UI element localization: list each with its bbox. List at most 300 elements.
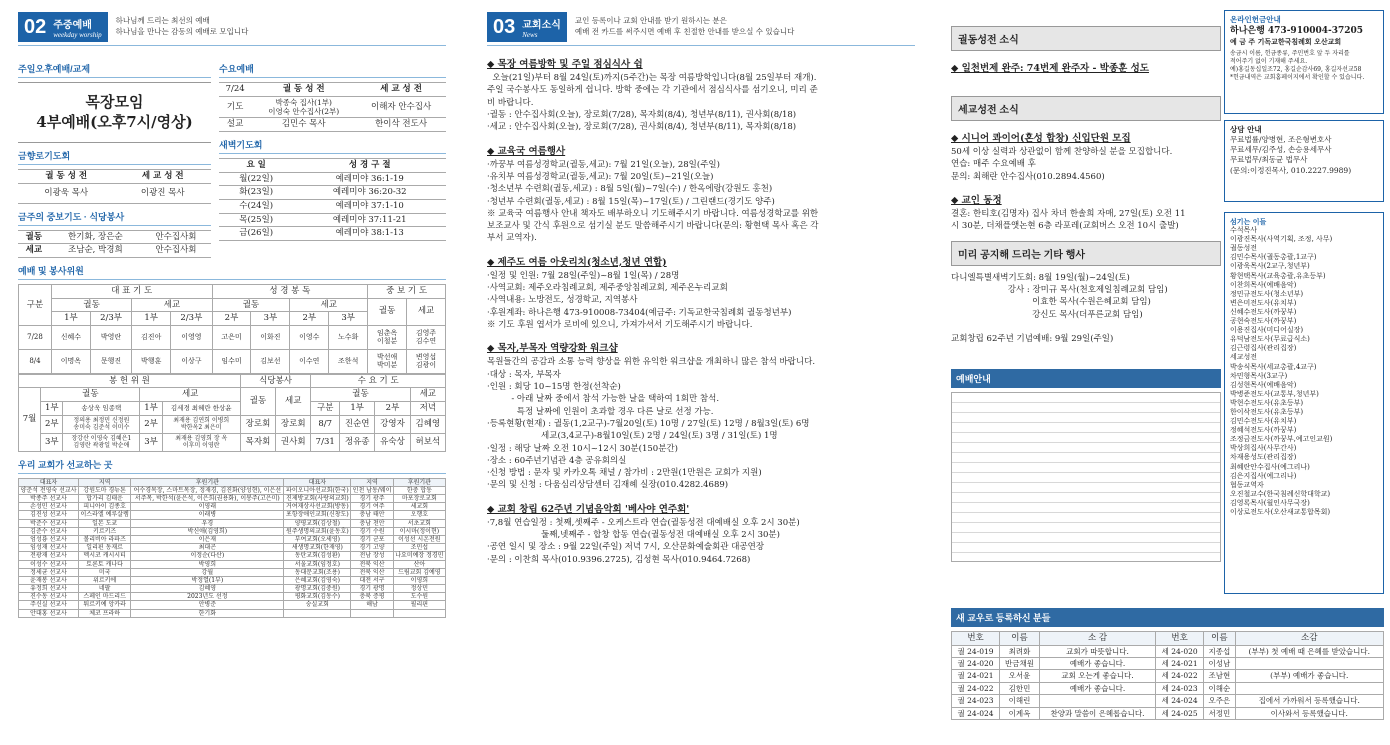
cell: 정의용 최정민 신정원 송미숙 김준석 이미수 <box>63 415 140 433</box>
cell: 예레미야 36:20-32 <box>293 186 446 200</box>
cell: 동대문교회(조용) <box>284 568 351 576</box>
account-holder: 예 금 주 기독교한국침례회 오산교회 <box>1230 37 1342 47</box>
cell: 3부 <box>251 312 290 326</box>
cell: 요 일 <box>219 159 293 173</box>
gw-item: ◆ 일천번제 완주: 74번제 완주자 - 박종훈 성도 <box>951 63 1149 74</box>
counsel-title: 상담 안내 <box>1230 125 1262 134</box>
cell: 손성민 선교사 <box>19 503 79 511</box>
cell: 숭실교회 <box>284 601 351 609</box>
cell: 진순연 <box>340 415 375 433</box>
cell: 전남 장성 <box>351 552 393 560</box>
cell: 이영래 <box>131 503 284 511</box>
cell: 3부 <box>140 433 162 451</box>
cell: 궐 24-024 <box>952 707 1000 719</box>
cell: 최재용 김연희 이병희 박한옥2 최은미 <box>162 415 240 433</box>
cell: 이영영 <box>171 325 212 349</box>
cell: 8/4 <box>19 349 52 373</box>
page-header <box>18 8 446 46</box>
cell: 합가리 김태운 <box>79 495 131 503</box>
cell: (부부) 첫 예배 때 은혜를 받았습니다. <box>1235 645 1383 657</box>
cell: 진수동 선교사 <box>19 593 79 601</box>
page-number: 02 <box>19 13 51 41</box>
cell: 해남 <box>351 601 393 609</box>
cell: 구분 <box>19 284 52 325</box>
cell: 서정민 <box>1204 707 1235 719</box>
fri-table <box>18 169 211 204</box>
cell: 조민섭 <box>393 544 445 552</box>
meal-table <box>18 230 211 258</box>
cell: 예배가 좋습니다. <box>1039 682 1155 694</box>
cell: 장로회 <box>276 415 311 433</box>
cell: 예레미야 37:1-10 <box>293 199 446 213</box>
cell: 볼리비아 라파즈 <box>79 535 131 543</box>
cell: 이영수 <box>290 325 329 349</box>
cell: 새생명교회(한재영) <box>284 544 351 552</box>
cell: 정세균 선교사 <box>19 568 79 576</box>
sg-items <box>951 130 1221 233</box>
header-cell: 소감 <box>1235 632 1383 646</box>
cell: 설교 <box>219 118 251 132</box>
cell: 체코 프라하 <box>79 609 131 617</box>
cell: 권사회 <box>276 433 311 451</box>
cell: 튀르키예 앙카라 <box>79 601 131 609</box>
cell: 금(26일) <box>219 227 293 241</box>
cell: 스페인 마드리드 <box>79 593 131 601</box>
cell: 궐동 <box>212 298 290 312</box>
sunday-line: 목장모임 <box>85 93 144 111</box>
sunday-box <box>18 82 211 143</box>
cell: 드림교회 김예영 <box>393 568 445 576</box>
cell: 월(22일) <box>219 172 293 186</box>
cell: 조남현 <box>1204 670 1235 682</box>
cell: 세교 <box>132 298 212 312</box>
cell: 수(24일) <box>219 199 293 213</box>
cell: 집에서 가까워서 등록했습니다. <box>1235 695 1383 707</box>
article-title: ◆ 제주도 여름 아웃리치(청소년,청년 연합) <box>487 256 667 268</box>
cell: 진제방교회(사랑의교회) <box>284 495 351 503</box>
cell: 피니아이 김종호 <box>79 503 131 511</box>
article-body: ·까꿍부 여름성경학교(궐동,세교): 7월 21일(오늘), 28일(주일) ·유치부 여름성경학교(궐동,세교): 7월 20일(토)~21일(오늘) ·청소년부 수련회(궐동,세교) : 8월 5일(월)~7일(수) / 한옥에랑(강원도 홍천) ·청년부 수련회(궐동,세교) : 8월 15일(목)~17일(토) / 그린랜드(경기도 양주) ※ 교육국 여름행사 안내 책자도 배부하오니 기도해주시기 바랍니다. 여름성경학교를 위한 보조교사 및 간식 후원으로 섬기실 분도 말씀해주시기 바랍니다(문의: 황현택 목사 혹은 각 부서 교역자). <box>487 159 819 244</box>
counsel-box <box>1224 120 1384 202</box>
cell: 세교회 <box>393 503 445 511</box>
cell: 반금채원 <box>1000 658 1040 670</box>
cell: 안수집사회 <box>141 230 211 244</box>
cell: 세교 <box>276 388 311 415</box>
cell: 일본 도쿄 <box>79 519 131 527</box>
cell: 멕시코 캐시시티 <box>79 552 131 560</box>
cell: 양평교회(김상철) <box>284 519 351 527</box>
cell: 박영희 <box>131 560 284 568</box>
account-note: 송금시 이름, 헌금종류, 주민번호 앞 두 자리를 적어주기 없이 기재해 주세요. 예)홍길동십일조72, 홍길순감사69, 홍길자선교58 *헌금내역은 교회홈페이지에서 확인할 수 있습니다. <box>1230 49 1365 81</box>
cell: 박영란 <box>90 325 131 349</box>
cell: 이광진 목사 <box>115 183 212 203</box>
cell: 궐 24-020 <box>952 658 1000 670</box>
page-news <box>475 0 925 745</box>
worship-guide-table <box>951 392 1221 562</box>
cell: 목(25일) <box>219 213 293 227</box>
cell: 세교 <box>140 388 240 402</box>
cell: 세 24-022 <box>1156 670 1204 682</box>
cell: 전북 익산 <box>351 560 393 568</box>
cell: 유숙상 <box>375 433 410 451</box>
cell: 포항장애인교회(신창도) <box>284 511 351 519</box>
cell: 한이삭 전도사 <box>356 118 446 132</box>
cell: 거여재상사선교회(방동) <box>284 503 351 511</box>
staff-title: 섬기는 이들 <box>1230 217 1267 226</box>
cell: 문행진 <box>90 349 131 373</box>
cell: 8/7 <box>311 415 340 433</box>
header-cell: 번호 <box>1156 632 1204 646</box>
cell: 충남 천안 <box>351 519 393 527</box>
cell: 박준수 선교사 <box>19 519 79 527</box>
cell: 충북 증평 <box>351 593 393 601</box>
cell: 이성남 <box>1204 658 1235 670</box>
article-body: ·일정 및 인원: 7월 28일(주일)~8월 1일(목) / 28명 ·사역교회: 제주오라침례교회, 제주중앙침례교회, 제주온누리교회 ·사역내용: 노방전도, 성경학교, 지역봉사 ·후원계좌: 하나은행 473-910008-73404(예금주: 기독교한국침례회 궐동청년부) ※ 기도 후원 엽서가 로비에 있으니, 가져가셔서 기도해주시기 바랍니다. <box>487 270 792 330</box>
cell: 토론토 캐나다 <box>79 560 131 568</box>
page-news-2 <box>945 0 1390 745</box>
wed-title: 수요예배 <box>219 62 446 78</box>
account-title: 온라인헌금안내 <box>1230 15 1281 24</box>
cell: 세 교 성 전 <box>356 83 446 97</box>
header-desc: 교인 등록이나 교회 안내를 받기 원하시는 분은 <box>574 16 727 25</box>
cell: 이해자 안수집사 <box>356 96 446 118</box>
cell: 노수화 <box>329 325 368 349</box>
cell: 고은미 <box>212 325 251 349</box>
cell: 2/3부 <box>171 312 212 326</box>
cell: 궐동 <box>18 230 50 244</box>
article-body: 목원들간의 공감과 소통 능력 향상을 위한 유익한 워크샵을 개최하니 많은 참석 바랍니다. ·대상 : 목자, 부목자 ·인원 : 회당 10~15명 한정(선착순) - 아래 날짜 중에서 참석 가능한 날을 택하여 1회만 참석. 특정 날짜에 인원이 초과할 경우 다른 날로 선정 가능. ·등록현황(현재) : 궐동(1,2교구)-7월20일(토) 10명 / 27일(토) 12명 / 8월3일(토) 6명 세교(3,4교구)-8월10일(토) 2명 / 24일(토) 3명 / 31일(토) 1명 ·일정 : 해당 날짜 오전 10시~12시 30분(150분간) ·장소 : 60주년기념관 4층 공유회의실 ·신청 방법 : 문자 및 카카오톡 채널 / 참가비 : 2만원(1만원은 교회가 지원) ·문의 및 신청 : 다움심리상담센터 김재혜 실장(010.4282.4689) <box>487 357 816 491</box>
cell: 신혜수 <box>51 325 90 349</box>
cell: 오서윤 <box>1000 670 1040 682</box>
article-body: 오늘(21일)부터 8월 24일(토)까지(5주간)는 목장 여름방학입니다(8월 25일부터 재개). 주일 국수봉사도 동일하게 쉽니다. 방학 중에는 각 기관에서 점심식사를 섬기오니, 미리 준 비 바랍니다. ·궐동 : 안수집사회(오늘), 장로회(7/28), 목자회(8/4), 청년부(8/11), 권사회(8/18) ·세교 : 안수집사회(오늘), 장로회(7/28), 권사회(8/4), 청년부(8/11), 목자회(8/18) <box>487 73 818 133</box>
cell: 궐동 <box>368 298 407 325</box>
cell: 세교 <box>410 388 445 402</box>
cell: 박종주 선교사 <box>19 495 79 503</box>
cell: 산아 <box>393 560 445 568</box>
cell: 김혜영 <box>131 585 284 593</box>
cell: 찬양과 말씀이 은혜롭습니다. <box>1039 707 1155 719</box>
article-title: ◆ 목장 여름방학 및 주일 점심식사 쉼 <box>487 59 643 70</box>
sg-title: 세교성전 소식 <box>951 96 1221 121</box>
cell: 궐 24-022 <box>952 682 1000 694</box>
cell: 성 경 봉 독 <box>212 284 368 298</box>
cell: 궐 24-019 <box>952 645 1000 657</box>
cell: 1부 <box>41 402 63 416</box>
cell: 김혜영 <box>410 415 445 433</box>
sunday-title: 주일오후예배/교제 <box>18 62 211 78</box>
cell: 이스라엘 예루살렘 <box>80 511 129 519</box>
cell: 동탄교회(김성환) <box>284 552 351 560</box>
page-worship <box>0 0 460 745</box>
cell: 기도 <box>219 96 251 118</box>
cell: 예배가 좋습니다. <box>1039 658 1155 670</box>
cell: 세교 <box>407 298 446 325</box>
header-cell: 이름 <box>1000 632 1040 646</box>
header-desc: 하나님을 만나는 감동의 예배로 모입니다 <box>115 26 249 36</box>
article-body: ·7,8월 연습일정 : 첫째,셋째주 - 오케스트라 연습(궐동성전 대예배실 오후 2시 30분) 둘째,넷째주 - 합창 합동 연습(궐동성전 대예배실 오후 2시 30분) ·공연 일시 및 장소 : 9월 22일(주일) 저녁 7시, 오산문화예술회관 대공연장 ·문의 : 이찬희 목사(010.9396.2725), 김성현 목사(010.9464.7268) <box>487 517 800 565</box>
cell: 세교 <box>18 244 50 258</box>
cell: 키르키즈 <box>79 527 131 535</box>
cell: 궐동 <box>240 388 275 415</box>
staff-box <box>1224 212 1384 594</box>
page-number: 03 <box>488 13 520 41</box>
sunday-line: 4부예배(오후7시/영상) <box>36 112 193 131</box>
gw-title: 궐동성전 소식 <box>951 26 1221 51</box>
cell: 서초교회 <box>393 519 445 527</box>
cell <box>1039 695 1155 707</box>
cell: 경기 군포 <box>351 535 393 543</box>
cell: 네팔 <box>79 585 131 593</box>
cell: 인천 남동/웨이 <box>352 486 392 494</box>
page-header <box>487 8 915 46</box>
cell: 변영섭 김광이 <box>407 349 446 373</box>
cell: 평화교회(김동수) <box>284 593 351 601</box>
cell <box>1235 658 1383 670</box>
article-title: ◆ 교인 동정 <box>951 194 1002 206</box>
guide-title: 예배안내 <box>951 369 1221 388</box>
cell: 수 요 기 도 <box>311 374 446 388</box>
meal-title: 금주의 중보기도 · 식당봉사 <box>18 210 211 226</box>
cell: 이화진 <box>251 325 290 349</box>
cell <box>351 609 393 617</box>
cell: 이사와서 등록했습니다. <box>1235 707 1383 719</box>
cell: 서울교회(임정호) <box>284 560 351 568</box>
new-members-table <box>951 631 1384 720</box>
cell: 예레미야 37:11-21 <box>293 213 446 227</box>
cell: (부부) 예배가 좋습니다. <box>1235 670 1383 682</box>
cell: 이수연 <box>290 349 329 373</box>
cell: 세 24-023 <box>1156 682 1204 694</box>
cell: 교회 오는게 좋습니다. <box>1039 670 1155 682</box>
header-desc: 예배 전 카드를 써주시면 예배 후 친절한 안내를 받으실 수 있습니다 <box>574 26 795 36</box>
cell: 임수미 <box>212 349 251 373</box>
header-cell: 번호 <box>952 632 1000 646</box>
section-title: 주중예배 <box>53 19 92 31</box>
article-body: 결혼: 한티호(김명자) 집사 차녀 한솔희 자매, 27일(토) 오전 11 시 30분, 더채플앳논현 6층 라포레(교회버스 오전 10시 출발) <box>951 208 1186 232</box>
section-subtitle: News <box>522 30 538 39</box>
cell: 도수원 <box>393 593 445 601</box>
cell: 이래병 <box>131 511 284 519</box>
article-title: ◆ 교육국 여름행사 <box>487 145 566 157</box>
cell: 세 24-024 <box>1156 695 1204 707</box>
cell: 김준수 선교사 <box>19 527 79 535</box>
cell: 엄성룡 선교사 <box>19 535 79 543</box>
cell: 7/28 <box>19 325 52 349</box>
cell: 세교 <box>290 298 368 312</box>
cell: 7월 <box>19 388 41 451</box>
cell <box>393 609 445 617</box>
cell: 이계옥 <box>1000 707 1040 719</box>
cell: 전광재 선교사 <box>19 552 79 560</box>
cell: 박행훈 <box>132 349 171 373</box>
cell: 구분 <box>311 402 340 416</box>
cell: 궐동 <box>41 388 140 402</box>
cell: 일리핀 동재르 <box>79 544 131 552</box>
cell: 궐 24-021 <box>952 670 1000 682</box>
cell: 윤재봉 선교사 <box>19 576 79 584</box>
cell: 궐 24-023 <box>952 695 1000 707</box>
cell: 최려화 <box>1000 645 1040 657</box>
header-cell: 지역 <box>351 478 393 486</box>
cell: 세 24-025 <box>1156 707 1204 719</box>
cell: 2부 <box>375 402 410 416</box>
account-box <box>1224 10 1384 114</box>
cell: 예레미야 38:1-13 <box>293 227 446 241</box>
cell: 세 24-021 <box>1156 658 1204 670</box>
cell: 조남순, 박경희 <box>50 244 141 258</box>
cell: 충남 태안 <box>351 511 393 519</box>
header-cell: 이름 <box>1204 632 1235 646</box>
cell: 경기 여주 <box>351 503 393 511</box>
cell: 2부 <box>290 312 329 326</box>
header-cell: 소 감 <box>1039 632 1155 646</box>
cell: 경기 광명 <box>351 585 393 593</box>
header-cell: 후원기관 <box>131 478 284 486</box>
cell: 3부 <box>41 433 63 451</box>
account-number: 하나은행 473-910004-37205 <box>1230 26 1364 37</box>
cell: 1부 <box>340 402 375 416</box>
cell: 궐 동 성 전 <box>18 170 115 184</box>
cell: 2부 <box>140 415 162 433</box>
cell: 1부 <box>51 312 90 326</box>
cell: 화(23일) <box>219 186 293 200</box>
section-subtitle: weekday worship <box>53 30 102 39</box>
article-title: ◆ 목자,부목자 역량강화 워크샵 <box>487 343 618 355</box>
cell: 원주생명의교회(윤동호) <box>284 527 351 535</box>
counsel-body: 무료법률/양병현, 조은형변호사 무료세무/김주성, 손승용세무사 무료법무/최동균 법무사 (문의:이정진목사, 010.2227.9989) <box>1230 135 1352 175</box>
cell <box>284 609 351 617</box>
cell: 이영희 <box>393 576 445 584</box>
cell: 성 경 구 절 <box>293 159 446 173</box>
article-body: 50세 이상 실력과 상관없이 함께 찬양하실 분을 모집합니다. 연습: 매주 수요예배 후 문의: 최해란 안수집사(010.2894.4560) <box>951 147 1173 182</box>
cell: 이상구 <box>171 349 212 373</box>
header-cell: 대표자 <box>284 478 351 486</box>
cell: 장로회 <box>240 415 275 433</box>
cell: 어수경목장, 스마트목장, 정재경, 김진화(양성현), 이은선 <box>131 486 284 494</box>
cell: 은혜교회(김영숙) <box>284 576 351 584</box>
offer-table <box>18 374 446 452</box>
cell: 필리핀 <box>393 601 445 609</box>
cell: 우경 <box>131 519 284 527</box>
dawn-table <box>219 158 446 241</box>
cell: 정상민 <box>393 585 445 593</box>
cell: 부여교회(오세영) <box>284 535 351 543</box>
cell: 이시마(정이현) <box>393 527 445 535</box>
cell: 세 24-020 <box>1156 645 1204 657</box>
cell: 나요미예장 정경민 <box>395 552 444 560</box>
cell: 박정열(1부) <box>131 576 284 584</box>
cell: 대전 서구 <box>351 576 393 584</box>
cell: 강영자 <box>375 415 410 433</box>
section-title: 교회소식 <box>522 19 561 31</box>
cell: 임춘옥 이철분 <box>368 325 407 349</box>
cell: 7/24 <box>219 83 251 97</box>
cell: 최재용 김영희 장 옥 이후미 이영란 <box>162 433 240 451</box>
cell: 식당봉사 <box>240 374 311 388</box>
cell: 목자회 <box>240 433 275 451</box>
cell: 광명교회(김중원) <box>284 585 351 593</box>
cell: 장강산 이영숙 김혜은1 김영란 곽광일 박순애 <box>63 433 140 451</box>
cell: 봉 헌 위 원 <box>19 374 241 388</box>
fri-title: 금향로기도회 <box>18 149 211 165</box>
cell: 3부 <box>329 312 368 326</box>
header-cell: 후원기관 <box>393 478 445 486</box>
cell: 1부 <box>140 402 162 416</box>
cell: 김세경 최혜란 한상윤 <box>162 402 240 416</box>
new-title: 새 교우로 등록하신 분들 <box>951 608 1384 627</box>
cell: 미국 <box>79 568 131 576</box>
article-title: ◆ 시니어 콰이어(혼성 합창) 신입단원 모집 <box>951 133 1131 144</box>
cell: 이해순 <box>1204 682 1235 694</box>
cell: 대 표 기 도 <box>51 284 212 298</box>
cell: 오주은 <box>1204 695 1235 707</box>
serve-title: 예배 및 봉사위원 <box>18 264 446 280</box>
cell: 2부 <box>212 312 251 326</box>
cell: 2023년도 선정 <box>131 593 284 601</box>
cell: 이정순(다산) <box>131 552 284 560</box>
wed-table <box>219 82 446 132</box>
cell: 저녁 <box>410 402 445 416</box>
cell: 마포장로교회 <box>393 495 445 503</box>
cell: 이광욱 목사 <box>18 183 115 203</box>
cell <box>1235 682 1383 694</box>
cell: 이성선 시온전원 <box>393 535 445 543</box>
cell: 이은재 <box>131 535 284 543</box>
cell: 강원도마 경뉴톤 <box>79 486 131 494</box>
cell: 경기 수원 <box>351 527 393 535</box>
cell: 김한민 <box>1000 682 1040 694</box>
cell: 경기 고양 <box>351 544 393 552</box>
cell: 강월 <box>131 568 284 576</box>
cell: 위르키에 <box>79 576 131 584</box>
cell: 김영주 김수연 <box>407 325 446 349</box>
pre-body: 다니엘특별새벽기도회: 8월 19일(월)~24일(토) 강사 : 장미규 목사(천호제일침례교회 담임) 이효한 목사(수원은혜교회 담임) 강신도 목사(더푸른교회 담임) 교회창립 62주년 기념예배: 9월 29일(주일) <box>951 272 1168 345</box>
header-desc: 하나님께 드리는 최선의 예배 <box>115 16 210 25</box>
cell: 궐 동 성 전 <box>251 83 356 97</box>
cell: 파이오니아선교회(한국) <box>284 486 351 494</box>
cell: 1부 <box>132 312 171 326</box>
cell: 허보석 <box>410 433 445 451</box>
serve-table <box>18 284 446 374</box>
cell: 7/31 <box>311 433 340 451</box>
cell: 송상욱 임종택 <box>63 402 140 416</box>
news-articles <box>487 56 915 566</box>
pre-title: 미리 공지해 드리는 기타 행사 <box>951 241 1221 266</box>
cell: 유정희 선교사 <box>19 585 79 593</box>
cell: 2/3부 <box>90 312 131 326</box>
cell: 궐동 <box>311 388 410 402</box>
cell: 주신실 선교사 <box>19 601 79 609</box>
cell: 한중 합동 <box>393 486 445 494</box>
article-title: ◆ 교회 창립 62주년 기념음악회 '베사야 연주회' <box>487 503 690 515</box>
cell: 지종섭 <box>1204 645 1235 657</box>
cell: 오행호 <box>393 511 445 519</box>
header-cell: 대표자 <box>19 478 79 486</box>
mission-title: 우리 교회가 선교하는 곳 <box>18 458 446 474</box>
cell: 서주목, 박한석(윤은석, 이은희(권용화), 이봉주(고은미) <box>131 495 284 503</box>
cell: 안대홍 선교사 <box>19 609 79 617</box>
cell: 김진아 <box>132 325 171 349</box>
cell: 이성수 선교사 <box>19 560 79 568</box>
cell: 경기 광주 <box>351 495 393 503</box>
cell: 조한석 <box>329 349 368 373</box>
cell: 한기화, 장은순 <box>50 230 141 244</box>
cell: 김보선 <box>251 349 290 373</box>
cell: 예레미야 36:1-19 <box>293 172 446 186</box>
cell: 궐동 <box>51 298 131 312</box>
cell: 중 보 기 도 <box>368 284 446 298</box>
mission-table <box>18 478 446 618</box>
